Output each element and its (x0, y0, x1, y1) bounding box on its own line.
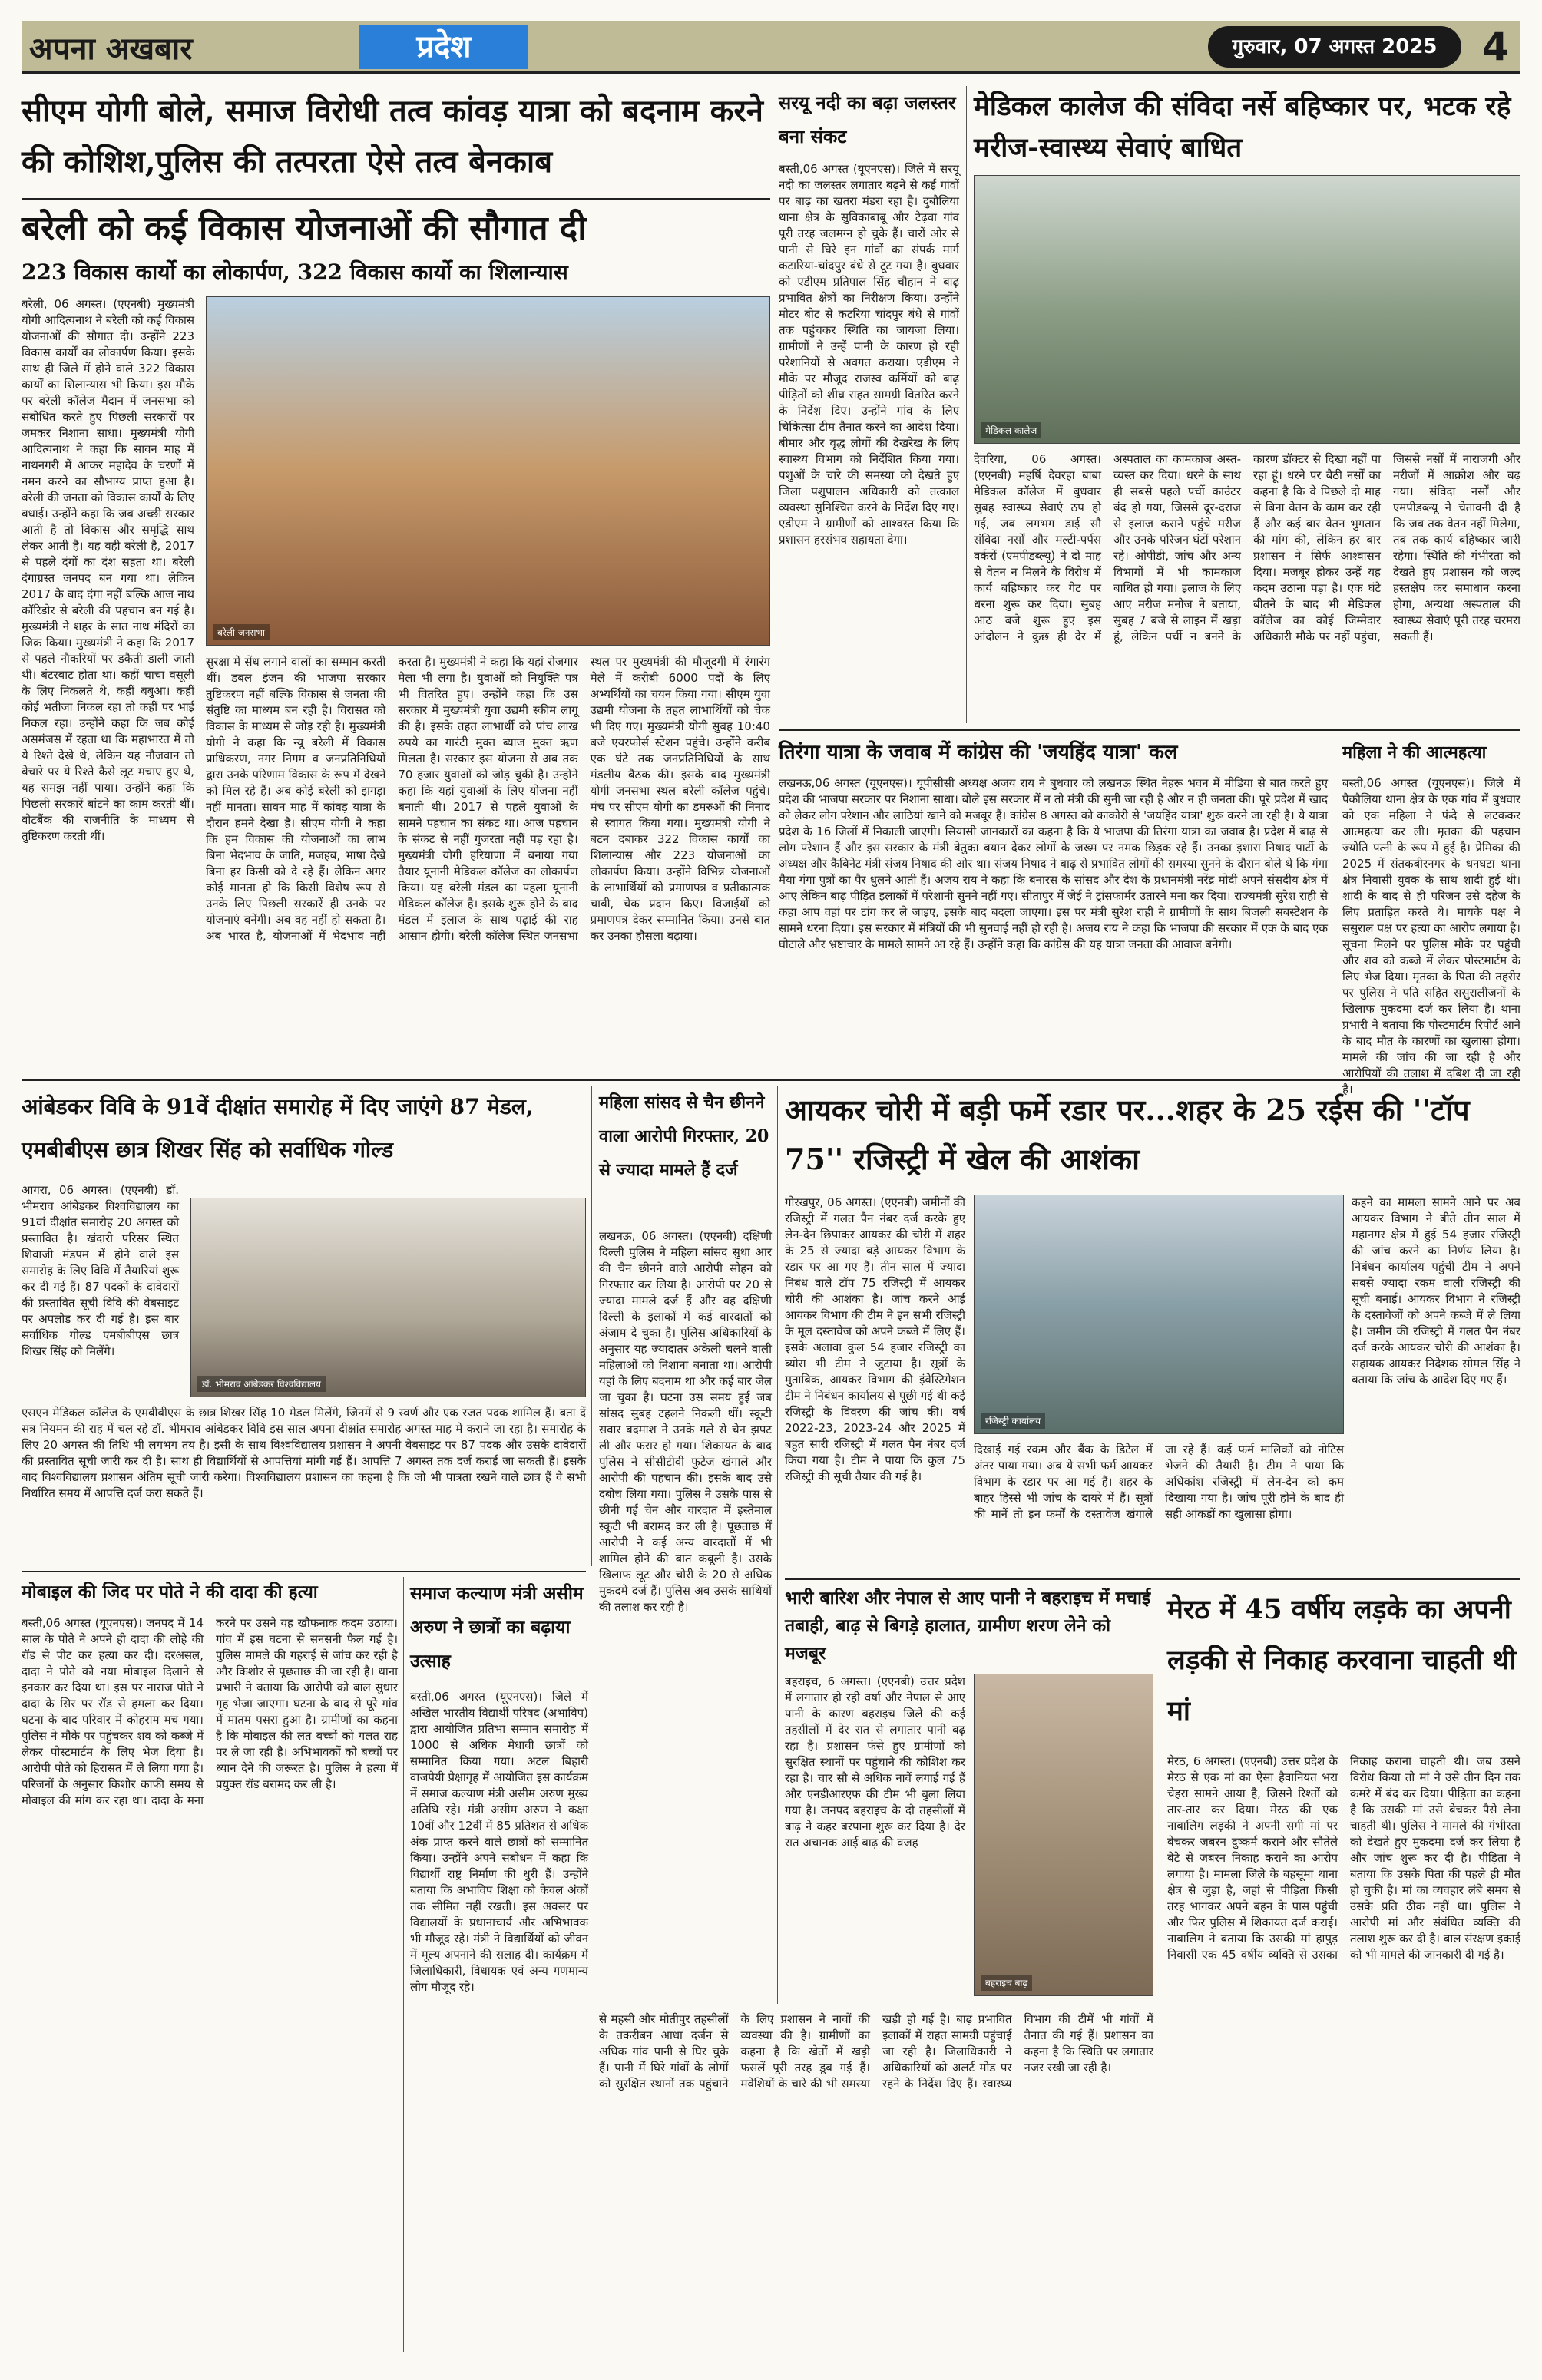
nurses-text: देवरिया, 06 अगस्त। (एएनबी) महर्षि देवरहा बाबा मेडिकल कॉलेज में बुधवार सुबह स्वास्थ्य सेवाएं ठप हो गईं, जब लगभग डाई सौ संविदा नर्सों और मल्टी-पर्पस वर्करों (एमपीडब्ल्यू) ने दो माह से वेतन न मिलने के विरोध में कार्य बहिष्कार कर गेट पर धरना शुरू कर दिया। सुबह आठ बजे शुरू हुए इस आंदोलन ने कुछ ही देर में अस्पताल का कामकाज अस्त-व्यस्त कर दिया। धरने के साथ ही सबसे पहले पर्ची काउंटर बंद हो गया, जिससे दूर-दराज से इलाज कराने पहुंचे मरीज और उनके परिजन घंटों परेशान रहे। ओपीडी, जांच और अन्य विभागों में भी कामकाज बाधित हो गया। इलाज के लिए आए मरीज मनोज ने बताया, सुबह 7 बजे से लाइन में खड़ा हूं, लेकिन पर्ची न बनने के कारण डॉक्टर से दिखा नहीं पा रहा हूं। धरने पर बैठी नर्सों का कहना है कि वे पिछले दो माह से बिना वेतन के काम कर रही हैं और कई बार वेतन भुगतान की मांग की, लेकिन हर बार प्रशासन ने सिर्फ आश्वासन दिया। मजबूर होकर उन्हें यह कदम उठाना पड़ा है। एक घंटे बीतने के बाद भी मेडिकल कॉलेज का कोई जिम्मेदार अधिकारी मौके पर नहीं पहुंचा, जिससे नर्सों में नाराजगी और मरीजों में आक्रोश और बढ़ गया। संविदा नर्सों और एमपीडब्ल्यू ने चेतावनी दी है कि जब तक वेतन नहीं मिलेगा, तब तक कार्य बहिष्कार जारी रहेगा। स्थिति की गंभीरता को देखते हुए प्रशासन को जल्द हस्तक्षेप कर समाधान करना होगा, अन्यथा अस्पताल की स्वास्थ्य सेवाएं पूरी तरह चरमरा सकती हैं। (974, 452, 1520, 643)
welfare-headline: समाज कल्याण मंत्री असीम अरुण ने छात्रों का बढ़ाया उत्साह (410, 1583, 584, 1671)
saryu-headline: सरयू नदी का बढ़ा जलस्तर बना संकट (779, 91, 956, 147)
photo-caption: बरेली जनसभा (213, 624, 270, 640)
congress-headline: तिरंगा यात्रा के जवाब में कांग्रेस की 'जयहिंद यात्रा' कल (779, 741, 1178, 764)
saryu-text: बस्ती,06 अगस्त (यूएनएस)। जिले में सरयू नदी का जलस्तर लगातार बढ़ने से कई गांवों पर बाढ़ का खतरा मंडरा रहा है। दुबौलिया थाना क्षेत्र के सुविकाबाबू और टेढ़वा गांव पूरी तरह जलमग्न हो चुके हैं। चारों ओर से पानी से घिरे इन गांवों का संपर्क मार्ग कटारिया-चांदपुर बंधे से टूट गया है। बुधवार को एडीएम प्रतिपाल सिंह चौहान ने बाढ़ प्रभावित क्षेत्रों का निरीक्षण किया। उन्होंने मोटर बोट से कटरिया चांदपुर बंधे से गांवों तक पहुंचकर स्थिति का जायजा लिया। ग्रामीणों ने उन्हें पानी के कारण हो रही परेशानियों से अवगत कराया। एडीएम ने मौके पर मौजूद राजस्व कर्मियों को बाढ़ पीड़ितों को शीघ्र राहत सामग्री वितरित करने के निर्देश दिए। उन्होंने गांव के लिए चिकित्सा टीम तैनात करने का आदेश दिया। बीमार और वृद्ध लोगों की देखरेख के लिए स्वास्थ्य विभाग को निर्देशित किया गया। पशुओं के चारे की समस्या को देखते हुए जिला पशुपालन अधिकारी को तत्काल व्यवस्था सुनिश्चित करने के निर्देश दिए गए। एडीएम ने ग्रामीणों को आश्वस्त किया कि प्रशासन हरसंभव सहायता देगा। (779, 162, 959, 547)
photo-caption: मेडिकल कालेज (981, 422, 1041, 438)
brand-name: अपना अखबार (29, 31, 193, 67)
photo-caption: रजिस्ट्री कार्यालय (981, 1413, 1045, 1429)
ambedkar-photo (190, 1198, 586, 1397)
meerut-text: मेरठ, 6 अगस्त। (एएनबी) उत्तर प्रदेश के मेरठ से एक मां का ऐसा हैवानियत भरा चेहरा सामने आया है, जिसने रिश्तों को तार-तार कर दिया। मेरठ की एक नाबालिग लड़की ने अपनी सगी मां पर बेचकर जबरन दुष्कर्म कराने और सौतेले बेटे से जबरन निकाह कराने का आरोप लगाया है। मामला जिले के बहसूमा थाना क्षेत्र से जुड़ा है, जहां से पीड़िता किसी तरह भागकर अपने बहन के पास पहुंची और फिर पुलिस में शिकायत दर्ज कराई। नाबालिग ने बताया कि उसकी मां हापुड़ निवासी एक 45 वर्षीय व्यक्ति से उसका निकाह कराना चाहती थी। जब उसने विरोध किया तो मां ने उसे तीन दिन तक कमरे में बंद कर दिया। पीड़िता का कहना है कि उसकी मां उसे बेचकर पैसे लेना चाहती थी। पुलिस ने मामले की गंभीरता को देखते हुए मुकदमा दर्ज कर लिया है और जांच शुरू कर दी है। पीड़िता ने बताया कि उसके पिता की पहले ही मौत हो चुकी है। मां का व्यवहार लंबे समय से उसके प्रति ठीक नहीं था। पुलिस ने आरोपी मां और संबंधित व्यक्ति की तलाश शुरू कर दी है। बाल संरक्षण इकाई को भी मामले की जानकारी दी गई है। (1167, 1754, 1520, 1962)
suicide-headline: महिला ने की आत्महत्या (1342, 742, 1487, 762)
income-tax-photo (974, 1195, 1344, 1434)
welfare-text: बस्ती,06 अगस्त (यूएनएस)। जिले में अखिल भारतीय विद्यार्थी परिषद (अभाविप) द्वारा आयोजित प्रतिभा सम्मान समारोह में 1000 से अधिक मेधावी छात्रों को सम्मानित किया गया। अटल बिहारी वाजपेयी प्रेक्षागृह में आयोजित इस कार्यक्रम में समाज कल्याण मंत्री असीम अरुण मुख्य अतिथि रहे। मंत्री असीम अरुण ने कक्षा 10वीं और 12वीं में 85 प्रतिशत से अधिक अंक प्राप्त करने वाले छात्रों को सम्मानित किया। उन्होंने अपने संबोधन में कहा कि विद्यार्थी राष्ट्र निर्माण की धुरी हैं। उन्होंने बताया कि अभाविप शिक्षा को केवल अंकों तक सीमित नहीं रखती। इस अवसर पर विद्यालयों के प्रधानाचार्य और अभिभावक भी मौजूद रहे। मंत्री ने विद्यार्थियों को जीवन में मूल्य अपनाने की सलाह दी। कार्यक्रम में जिलाधिकारी, विधायक एवं अन्य गणमान्य लोग मौजूद रहे। (410, 1690, 588, 1994)
divider-vertical (966, 86, 967, 723)
divider (785, 1578, 1520, 1580)
flood-photo (974, 1674, 1153, 1996)
divider (22, 1079, 1520, 1081)
date-label: गुरुवार, 07 अगस्त 2025 (1208, 26, 1461, 68)
income-tax-text-right: कहने का मामला सामने आने पर अब आयकर विभाग ने बीते तीन साल में महानगर क्षेत्र में हुई 54 हजार रजिस्ट्री की जांच करने का निर्णय लिया है। निबंधन कार्यालय पहुंची टीम ने अपने सबसे ज्यादा रकम वाली रजिस्ट्री की सूची बनाई। आयकर विभाग ने रजिस्ट्री के दस्तावेजों को अपने कब्जे में ले लिया है। जमीन की रजिस्ट्री में गलत पैन नंबर दर्ज करके आयकर चोरी की आशंका है। सहायक आयकर निदेशक सोमल सिंह ने बताया कि जांच के आदेश दिए गए हैं। (1352, 1195, 1520, 1387)
lead-left-text: बरेली, 06 अगस्त। (एएनबी) मुख्यमंत्री योगी आदित्यनाथ ने बरेली को कई विकास योजनाओं की सौगात दी। उन्होंने 223 विकास कार्यों का लोकार्पण किया। इसके साथ ही जिले में होने वाले 322 विकास कार्यों का शिलान्यास भी किया। इस मौके पर बरेली कॉलेज मैदान में जनसभा को संबोधित करते हुए पिछली सरकारों पर जमकर निशाना साधा। मुख्यमंत्री योगी आदित्यनाथ ने कहा कि सावन माह में नाथनगरी में आकर महादेव के चरणों में नमन करने का सौभाग्य प्राप्त हुआ है। बरेली की जनता को विकास कार्यों के लिए बधाई। उन्होंने कहा कि जब अच्छी सरकार आती है तो विकास और समृद्धि साथ लेकर आती है। यह वही बरेली है, 2017 से पहले दंगों का दंश सहता था। बरेली दंगाग्रस्त जनपद बन गया था। लेकिन 2017 के बाद दंगा नहीं बल्कि आज नाथ कॉरिडोर से बरेली की पहचान बन गई है। मुख्यमंत्री ने शहर के सात नाथ मंदिरों का जिक्र किया। मुख्यमंत्री ने कहा कि 2017 से पहले नौकरियों पर डकैती डाली जाती थी। बंटरबाट होता था। कहीं चाचा वसूली के लिए निकलते थे, कहीं बबुआ। कहीं कोई भतीजा निकल रहा तो कहीं पर भाई निकल रहा। उन्होंने कहा कि जब कोई असमंजस में रहता था कि महाभारत में तो ये रिश्ते देखे थे, लेकिन यह नौजवान तो बेचारे पर ये रिश्ते कैसे लूट मचाए हुए थे, यह समझ नहीं पाया। उन्होंने कहा कि पिछली सरकारें बांटने का काम करती थीं। वोटबैंक की राजनीति के माध्यम से तुष्टिकरण करती थीं। (22, 297, 194, 843)
divider-vertical (591, 1086, 592, 1566)
lead-headline: सीएम योगी बोले, समाज विरोधी तत्व कांवड़ यात्रा को बदनाम करने की कोशिश,पुलिस की तत्परता ऐसे तत्व बेनकाब (22, 93, 763, 180)
divider-vertical (777, 1086, 778, 2004)
nurses-headline: मेडिकल कालेज की संविदा नर्से बहिष्कार पर, भटक रहे मरीज-स्वास्थ्य सेवाएं बाधित (974, 91, 1511, 164)
divider (779, 729, 1520, 731)
nurses-photo (974, 175, 1520, 444)
mp-chain-text: लखनऊ, 06 अगस्त। (एएनबी) दक्षिणी दिल्ली पुलिस ने महिला सांसद सुधा आर की चैन छीनने वाले आरोपी सोहन को गिरफ्तार कर लिया है। आरोपी पर 20 से ज्यादा मामले दर्ज हैं और वह दक्षिणी दिल्ली के इलाकों में कई वारदातों को अंजाम दे चुका है। पुलिस अधिकारियों के अनुसार यह ज्यादातर अकेली चलने वाली महिलाओं को निशाना बनाता था। आरोपी यहां के लिए बदनाम था और कई बार जेल जा चुका है। घटना उस समय हुई जब सांसद सुबह टहलने निकली थीं। स्कूटी सवार बदमाश ने उनके गले से चेन झपट ली और फरार हो गया। शिकायत के बाद पुलिस ने सीसीटीवी फुटेज खंगाले और आरोपी की पहचान की। इसके बाद उसे दबोच लिया गया। पुलिस ने उसके पास से छीनी गई चेन और वारदात में इस्तेमाल स्कूटी भी बरामद कर ली है। पूछताछ में आरोपी ने कई अन्य वारदातों में भी शामिल होने की बात कबूली है। उसके खिलाफ लूट और चोरी के 20 से अधिक मुकदमे दर्ज हैं। पुलिस अब उसके साथियों की तलाश कर रही है। (599, 1229, 772, 1614)
page-number: 4 (1482, 25, 1509, 69)
congress-text: लखनऊ,06 अगस्त (यूएनएस)। यूपीसीसी अध्यक्ष अजय राय ने बुधवार को लखनऊ स्थित नेहरू भवन में मीडिया से बात करते हुए प्रदेश की भाजपा सरकार पर निशाना साधा। बोले इस सरकार में न तो मंत्री की सुनी जा रही है और न ही जनता की। पूरे प्रदेश में खाद को लेकर लोग परेशान और लाठियां खाने को मजबूर हैं। कांग्रेस 8 अगस्त को काकोरी से 'जयहिंद यात्रा' शुरू करने जा रही है। ये यात्रा प्रदेश के 16 जिलों में निकाली जाएगी। सियासी जानकारों का कहना है कि ये भाजपा की तिरंगा यात्रा का जवाब है। प्रदेश में बाढ़ से लोग परेशान हैं और इस सरकार के मंत्री बेतुका बयान देकर लोगों के जख्म पर नमक छिड़क रहे हैं। उनका इशारा निषाद पार्टी के अध्यक्ष और कैबिनेट मंत्री संजय निषाद की ओर था। संजय निषाद ने बाढ़ से प्रभावित लोगों की समस्या सुनने के दौरान बोले थे कि गंगा मैया गंगा पुत्रों का पैर धुलने आती हैं। अजय राय ने कहा कि बनारस के सांसद और देश के प्रधानमंत्री नरेंद्र मोदी अपने संसदीय क्षेत्र में आए लेकिन बाढ़ पीड़ित इलाकों में परेशानी सुनने नहीं गए। सीतापुर में जेई ने ट्रांसफार्मर उतारने मना कर दिया। राज्यमंत्री सुरेश राही से कहा आप वहां पर टांग कर ले जाइए, इसके बाद बदला जाएगा। इस पर मंत्री सुरेश राही ने ग्रामीणों के साथ बिजली सबस्टेशन के सामने धरना दिया। इस सरकार में मंत्रियों की भी सुनवाई नहीं हो रही है। अजय राय ने कहा कि भाजपा की सरकार में एक के बाद एक घोटाले और भ्रष्टाचार के मामले सामने आ रहे हैं। उन्होंने कहा कि कांग्रेस की यह यात्रा जनता की आवाज बनेगी। (779, 776, 1328, 951)
ambedkar-text-bottom: एसएन मेडिकल कॉलेज के एमबीबीएस के छात्र शिखर सिंह 10 मेडल मिलेंगे, जिनमें से 9 स्वर्ण और एक रजत पदक शामिल हैं। बता दें सत्र नियमन की राह में चल रहे डॉ. भीमराव आंबेडकर विवि इस साल अपना दीक्षांत समारोह अगस्त माह में कराने जा रहा है। समारोह के लिए 20 अगस्त की तिथि भी लगभग तय है। इसी के साथ विश्वविद्यालय प्रशासन ने अपनी वेबसाइट पर 87 पदक और उसके दावेदारों की प्रस्तावित सूची जारी कर दी है। साथ ही विद्यार्थियों से आपत्तियां मांगी गई हैं। आपत्ति 7 अगस्त तक दर्ज कराई जा सकती हैं। इसके बाद विश्वविद्यालय प्रशासन अंतिम सूची जारी करेगा। विश्वविद्यालय प्रशासन का कहना है कि जो भी पात्रता रखने वाले छात्र हैं वे सभी निर्धारित समय में आपत्ति दर्ज करा सकते हैं। (22, 1406, 586, 1500)
flood-headline: भारी बारिश और नेपाल से आए पानी ने बहराइच में मचाई तबाही, बाढ़ से बिगड़े हालात, ग्रामीण शरण लेने को मजबूर (785, 1588, 1151, 1664)
divider-vertical (403, 1577, 404, 2352)
income-tax-text-left: गोरखपुर, 06 अगस्त। (एएनबी) जमीनों की रजिस्ट्री में गलत पैन नंबर दर्ज करके हुए लेन-देन छिपाकर आयकर की चोरी में शहर के 25 से ज्यादा बड़े आयकर विभाग के रडार पर आ गए हैं। तीन साल में ज्यादा निबंध वाले टॉप 75 रजिस्ट्री में आयकर चोरी की आशंका है। जांच करने आई आयकर विभाग की टीम ने इन सभी रजिस्ट्री के मूल दस्तावेज को अपने कब्जे में लिए हैं। इसके अलावा कुल 54 हजार रजिस्ट्री का ब्योरा भी टीम ने जुटाया है। सूत्रों के मुताबिक, आयकर विभाग की इंवेस्टिगेशन टीम ने निबंधन कार्यालय से पूछी गई थी कई रजिस्ट्री के विवरण की जांच की। वर्ष 2022-23, 2023-24 और 2025 में बहुत सारी रजिस्ट्री में गलत पैन नंबर दर्ज किया गया है। टीम ने पाया कि कुल 75 रजिस्ट्री की सूची तैयार की गई है। (785, 1195, 965, 1483)
photo-caption: डॉ. भीमराव आंबेडकर विश्वविद्यालय (197, 1376, 326, 1392)
ambedkar-headline: आंबेडकर विवि के 91वें दीक्षांत समारोह में दिए जाएंगे 87 मेडल, एमबीबीएस छात्र शिखर सिंह को सर्वाधिक गोल्ड (22, 1094, 534, 1162)
flood-text-bottom: से महसी और मोतीपुर तहसीलों के तकरीबन आधा दर्जन से अधिक गांव पानी से घिर चुके हैं। पानी में घिरे गांवों के लोगों को सुरक्षित स्थानों तक पहुंचाने के लिए प्रशासन ने नावों की व्यवस्था की है। ग्रामीणों का कहना है कि खेतों में खड़ी फसलें पूरी तरह डूब गई हैं। मवेशियों के चारे की भी समस्या खड़ी हो गई है। बाढ़ प्रभावित इलाकों में राहत सामग्री पहुंचाई जा रही है। जिलाधिकारी ने अधिकारियों को अलर्ट मोड पर रहने के निर्देश दिए हैं। स्वास्थ्य विभाग की टीमें भी गांवों में तैनात की गई हैं। प्रशासन का कहना है कि स्थिति पर लगातार नजर रखी जा रही है। (599, 2012, 1153, 2091)
lead-photo (206, 296, 770, 646)
income-tax-headline: आयकर चोरी में बड़ी फर्मे रडार पर...शहर के 25 रईस की ''टॉप 75'' रजिस्ट्री में खेल की आशंका (785, 1092, 1470, 1176)
grandma-headline: मोबाइल की जिद पर पोते ने की दादा की हत्या (22, 1582, 318, 1602)
divider (22, 1571, 586, 1572)
lead-subhead: बरेली को कई विकास योजनाओं की सौगात दी (22, 209, 587, 248)
suicide-text: बस्ती,06 अगस्त (यूएनएस)। जिले में पैकौलिया थाना क्षेत्र के एक गांव में बुधवार को एक महिला ने फंदे से लटककर आत्महत्या कर ली। मृतका की पहचान ज्योति पत्नी के रूप में हुई है। प्रेमिका की 2025 में संतकबीरनगर के धनघटा थाना क्षेत्र निवासी युवक के साथ शादी हुई थी। शादी के बाद से ही परिजन उसे दहेज के लिए प्रताड़ित करते थे। मायके पक्ष ने ससुराल पक्ष पर हत्या का आरोप लगाया है। सूचना मिलने पर पुलिस मौके पर पहुंची और शव को कब्जे में लेकर पोस्टमार्टम के लिए भेज दिया। मृतका के पिता की तहरीर पर पुलिस ने पति सहित ससुरालीजनों के खिलाफ मुकदमा दर्ज कर लिया है। थाना प्रभारी ने बताया कि पोस्टमार्टम रिपोर्ट आने के बाद मौत के कारणों का खुलासा होगा। मामले की जांच की जा रही है और आरोपियों की तलाश में दबिश दी जा रही है। (1342, 776, 1520, 1096)
ambedkar-text-top: आगरा, 06 अगस्त। (एएनबी) डॉ. भीमराव आंबेडकर विश्वविद्यालय का 91वां दीक्षांत समारोह 20 अगस्त को प्रस्तावित है। खंदारी परिसर स्थित शिवाजी मंडपम में होने वाले इस समारोह के लिए विवि में तैयारियां शुरू कर दी गई हैं। 87 पदकों के दावेदारों की प्रस्तावित सूची विवि की वेबसाइट पर अपलोड कर दी गई है। इस बार सर्वाधिक गोल्ड एमबीबीएस छात्र शिखर सिंह को मिलेंगे। (22, 1183, 179, 1358)
flood-text-top: बहराइच, 6 अगस्त। (एएनबी) उत्तर प्रदेश में लगातार हो रही वर्षा और नेपाल से आए पानी के कारण बहराइच जिले की कई तहसीलों में देर रात से लगातार पानी बढ़ रहा है। प्रशासन फंसे हुए ग्रामीणों को सुरक्षित स्थानों पर पहुंचाने की कोशिश कर रहा है। चार सौ से अधिक नावें लगाई गई हैं और एनडीआरएफ की टीम भी बुला लिया गया है। जनपद बहराइच के दो तहसीलों में बाढ़ ने कहर बरपाना शुरू कर दिया है। देर रात अचानक आई बाढ़ की वजह (785, 1674, 965, 1849)
meerut-headline: मेरठ में 45 वर्षीय लड़के का अपनी लड़की से निकाह करवाना चाहती थी मां (1167, 1594, 1517, 1727)
divider (22, 198, 770, 200)
lead-kicker: 223 विकास कार्यो का लोकार्पण, 322 विकास कार्यो का शिलान्यास (22, 259, 568, 285)
lead-bottom-text: सुरक्षा में सेंध लगाने वालों का सम्मान करती थीं। डबल इंजन की भाजपा सरकार तुष्टिकरण नहीं बल्कि विकास से जनता की संतुष्टि का माध्यम बन रही है। विरासत को विकास के माध्यम से जोड़ रही है। मुख्यमंत्री योगी ने कहा कि न्यू बरेली में विकास प्राधिकरण, नगर निगम व जनप्रतिनिधियों द्वारा उनके परिणाम विकास के रूप में देखने को मिल रहे हैं। अब कोई बरेली को झगड़ा नहीं मानता। सावन माह में कांवड़ यात्रा के दौरान हमने देखा है। सीएम योगी ने कहा कि हम विकास की योजनाओं का लाभ बिना भेदभाव के जाति, मजहब, भाषा देखे बिना हर किसी को दे रहे हैं। लेकिन अगर कोई मानता हो कि किसी विशेष रूप से उनके लिए पिछली सरकारें ही उनके पर योजनाएं बनेंगी। अब वह नहीं हो सकता है। अब भारत है, योजनाओं में भेदभाव नहीं करता है। मुख्यमंत्री ने कहा कि यहां रोजगार मेला भी लगा है। युवाओं को नियुक्ति पत्र भी वितरित हुए। उन्होंने कहा कि उस सरकार में मुख्यमंत्री युवा उद्यमी स्कीम लागू की है। इसके तहत लाभार्थी को पांच लाख रुपये का गारंटी मुक्त ब्याज मुक्त ऋण मिलता है। सरकार इस योजना से अब तक 70 हजार युवाओं को जोड़ चुकी है। उन्होंने कहा कि यहां युवाओं के लिए योजना नहीं बनाती थी। 2017 से पहले युवाओं के सामने पहचान का संकट था। आज पहचान के संकट से नहीं गुजरता नहीं पड़ रहा है। मुख्यमंत्री योगी हरियाणा में बनाया गया तैयार यूनानी मेडिकल कॉलेज का लोकार्पण किया। यह बरेली मंडल का पहला यूनानी मेडिकल कॉलेज है। इसके शुरू होने के बाद मंडल में इलाज के साथ पढ़ाई की राह आसान होगी। बरेली कॉलेज स्थित जनसभा स्थल पर मुख्यमंत्री की मौजूदगी में रंगारंग मेले में करीबी 6000 पदों के लिए अभ्यर्थियों का चयन किया गया। सीएम युवा उद्यमी योजना के तहत लाभार्थियों को चेक भी दिए गए। मुख्यमंत्री योगी सुबह 10:40 बजे एयरफोर्स स्टेशन पहुंचे। उन्होंने करीब एक घंटे तक जनप्रतिनिधियों के साथ मंडलीय बैठक की। इसके बाद मुख्यमंत्री योगी जनसभा स्थल बरेली कॉलेज पहुंचे। मंच पर सीएम योगी का डमरुओं की निनाद से स्वागत किया गया। मुख्यमंत्री योगी ने बटन दबाकर 322 विकास कार्यों का शिलान्यास और 223 योजनाओं का लोकार्पण किया। उन्होंने विभिन्न योजनाओं के लाभार्थियों को प्रमाणपत्र व प्रतीकात्मक चाबी, चेक प्रदान किए। विजाईयों को प्रमाणपत्र देकर सम्मानित किया। उनसे बात कर उनका हौसला बढ़ाया। (206, 655, 770, 943)
income-tax-text-mid: दिखाई गई रकम और बैंक के डिटेल में अंतर पाया गया। अब ये सभी फर्म आयकर विभाग के रडार पर आ गई हैं। शहर के बाहर हिस्से भी जांच के दायरे में हैं। सूत्रों की मानें तो इन फर्मों के दस्तावेज खंगाले जा रहे हैं। कई फर्म मालिकों को नोटिस भेजने की तैयारी है। टीम ने पाया कि अधिकांश रजिस्ट्री में लेन-देन को कम दिखाया गया है। जांच पूरी होने के बाद ही सही आंकड़ों का खुलासा होगा। (974, 1443, 1344, 1521)
grandma-text: बस्ती,06 अगस्त (यूएनएस)। जनपद में 14 साल के पोते ने अपने ही दादा की लोहे की रॉड से पीट कर हत्या कर दी। दरअसल, दादा ने पोते को नया मोबाइल दिलाने से इनकार कर दिया था। इस पर नाराज पोते ने दादा के सिर पर रॉड से हमला कर दिया। घटना के बाद परिवार में कोहराम मच गया। पुलिस ने मौके पर पहुंचकर शव को कब्जे में लेकर पोस्टमार्टम के लिए भेज दिया है। आरोपी पोते को हिरासत में ले लिया गया है। परिजनों के अनुसार किशोर काफी समय से मोबाइल की मांग कर रहा था। दादा के मना करने पर उसने यह खौफनाक कदम उठाया। गांव में इस घटना से सनसनी फैल गई है। पुलिस मामले की गहराई से जांच कर रही है और किशोर से पूछताछ की जा रही है। थाना प्रभारी ने बताया कि आरोपी को बाल सुधार गृह भेजा जाएगा। घटना के बाद से पूरे गांव में मातम पसरा हुआ है। ग्रामीणों का कहना है कि मोबाइल की लत बच्चों को गलत राह पर ले जा रही है। अभिभावकों को बच्चों पर ध्यान देने की जरूरत है। पुलिस ने हत्या में प्रयुक्त रॉड बरामद कर ली है। (22, 1616, 398, 1807)
masthead (22, 21, 1520, 74)
photo-caption: बहराइच बाढ़ (981, 1975, 1032, 1991)
section-label: प्रदेश (359, 25, 528, 69)
mp-chain-headline: महिला सांसद से चैन छीनने वाला आरोपी गिरफ्तार, 20 से ज्यादा मामले हैं दर्ज (599, 1092, 769, 1180)
